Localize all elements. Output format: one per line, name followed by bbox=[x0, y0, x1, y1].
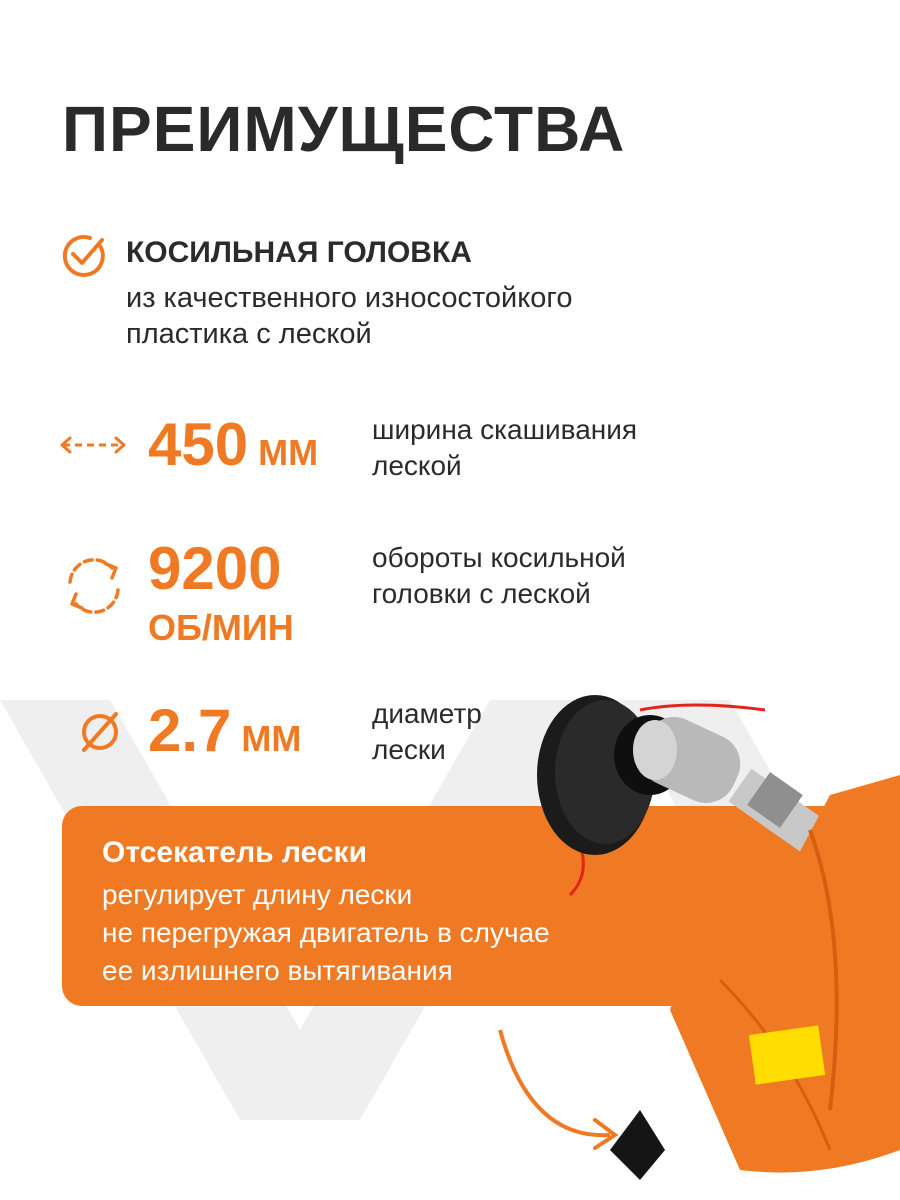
spec-desc-line: головки с леской bbox=[372, 578, 591, 609]
rotate-icon bbox=[60, 552, 128, 620]
spec-description bbox=[372, 412, 637, 484]
banner-desc-line: ее излишнего вытягивания bbox=[102, 955, 453, 986]
trimmer-head-illustration bbox=[490, 680, 900, 1200]
feature-desc-line: пластика с леской bbox=[126, 318, 372, 350]
diameter-icon bbox=[76, 708, 124, 756]
spec-value-diameter bbox=[148, 696, 301, 765]
banner-desc-line: регулирует длину лески bbox=[102, 879, 413, 910]
spec-desc-line: диаметр bbox=[372, 698, 482, 729]
spec-number: 2.7 bbox=[148, 697, 232, 764]
spec-desc-line: ширина скашивания bbox=[372, 414, 638, 445]
spec-unit: ОБ/МИН bbox=[148, 607, 294, 648]
spec-desc-line: леской bbox=[372, 450, 462, 481]
spec-number: 9200 bbox=[148, 535, 282, 602]
check-circle-icon bbox=[60, 232, 106, 278]
spec-value-rpm bbox=[148, 534, 294, 649]
spec-unit: ММ bbox=[258, 432, 319, 473]
banner-desc-line: не перегружая двигатель в случае bbox=[102, 917, 550, 948]
feature-title: КОСИЛЬНАЯ ГОЛОВКА bbox=[126, 236, 472, 269]
feature-desc-line: из качественного износостойкого bbox=[126, 282, 573, 314]
spec-value-width bbox=[148, 410, 318, 479]
spec-desc-line: лески bbox=[372, 734, 446, 765]
spec-unit: ММ bbox=[241, 718, 302, 759]
spec-number: 450 bbox=[148, 411, 249, 478]
spec-description bbox=[372, 696, 482, 768]
spec-description bbox=[372, 540, 626, 612]
double-arrow-icon bbox=[58, 430, 128, 460]
feature-description bbox=[126, 280, 776, 352]
banner-title: Отсекатель лески bbox=[102, 836, 368, 869]
page-title: ПРЕИМУЩЕСТВА bbox=[62, 93, 626, 165]
spec-desc-line: обороты косильной bbox=[372, 542, 626, 573]
